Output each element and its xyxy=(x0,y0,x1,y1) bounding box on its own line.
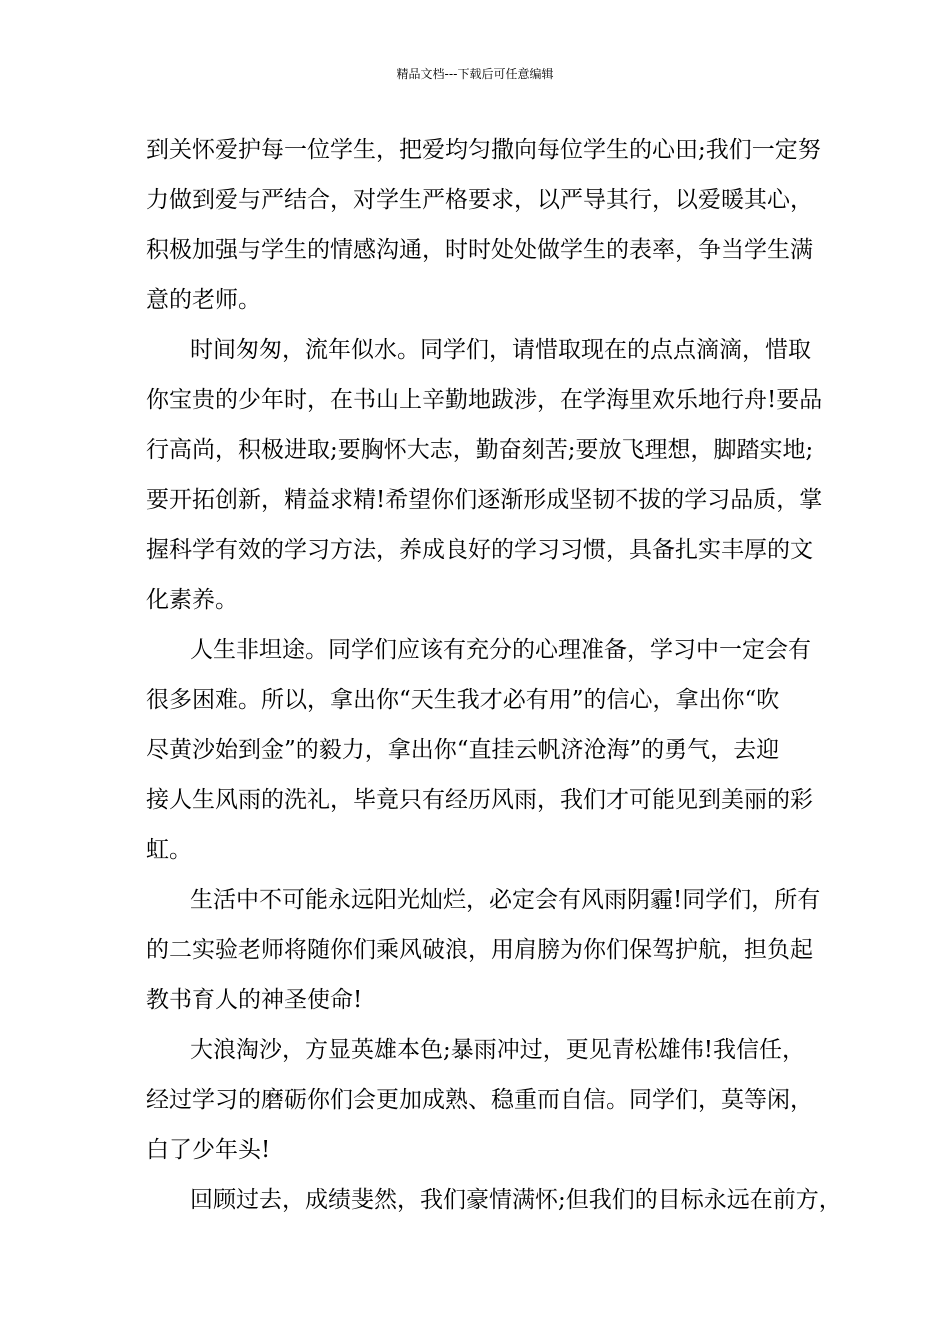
text-line: 接人生风雨的洗礼，毕竟只有经历风雨，我们才可能见到美丽的彩 xyxy=(146,787,813,813)
paragraph-first-line: 生活中不可能永远阳光灿烂，必定会有风雨阴霾!同学们，所有 xyxy=(190,887,821,913)
text-line: 经过学习的磨砺你们会更加成熟、稳重而自信。同学们，莫等闲， xyxy=(146,1087,813,1113)
text-line: 要开拓创新，精益求精!希望你们逐渐形成坚韧不拔的学习品质，掌 xyxy=(146,487,823,513)
text-line: 教书育人的神圣使命! xyxy=(146,987,363,1013)
text-line: 到关怀爱护每一位学生，把爱均匀撒向每位学生的心田;我们一定努 xyxy=(146,137,821,163)
paragraph-first-line: 回顾过去，成绩斐然，我们豪情满怀;但我们的目标永远在前方， xyxy=(190,1187,842,1213)
page-header: 精品文档---下载后可任意编辑 xyxy=(396,67,554,81)
text-line: 虹。 xyxy=(146,837,192,863)
text-line: 的二实验老师将随你们乘风破浪，用肩膀为你们保驾护航，担负起 xyxy=(146,937,813,963)
text-line: 很多困难。所以，拿出你“天生我才必有用”的信心，拿出你“吹 xyxy=(146,687,780,713)
text-line: 尽黄沙始到金”的毅力，拿出你“直挂云帆济沧海”的勇气，去迎 xyxy=(146,737,780,763)
text-line: 握科学有效的学习方法，养成良好的学习习惯，具备扎实丰厚的文 xyxy=(146,537,813,563)
text-line: 力做到爱与严结合，对学生严格要求，以严导其行，以爱暖其心， xyxy=(146,187,813,213)
paragraph-first-line: 时间匆匆，流年似水。同学们，请惜取现在的点点滴滴，惜取 xyxy=(190,337,811,363)
text-line: 你宝贵的少年时，在书山上辛勤地跋涉，在学海里欢乐地行舟!要品 xyxy=(146,387,823,413)
text-line: 化素养。 xyxy=(146,587,238,613)
paragraph-first-line: 大浪淘沙，方显英雄本色;暴雨冲过，更见青松雄伟!我信任， xyxy=(190,1037,805,1063)
text-line: 白了少年头! xyxy=(146,1137,271,1163)
text-line: 积极加强与学生的情感沟通，时时处处做学生的表率，争当学生满 xyxy=(146,237,813,263)
text-line: 意的老师。 xyxy=(146,287,261,313)
paragraph-first-line: 人生非坦途。同学们应该有充分的心理准备，学习中一定会有 xyxy=(190,637,811,663)
text-line: 行高尚，积极进取;要胸怀大志，勤奋刻苦;要放飞理想，脚踏实地; xyxy=(146,437,814,463)
